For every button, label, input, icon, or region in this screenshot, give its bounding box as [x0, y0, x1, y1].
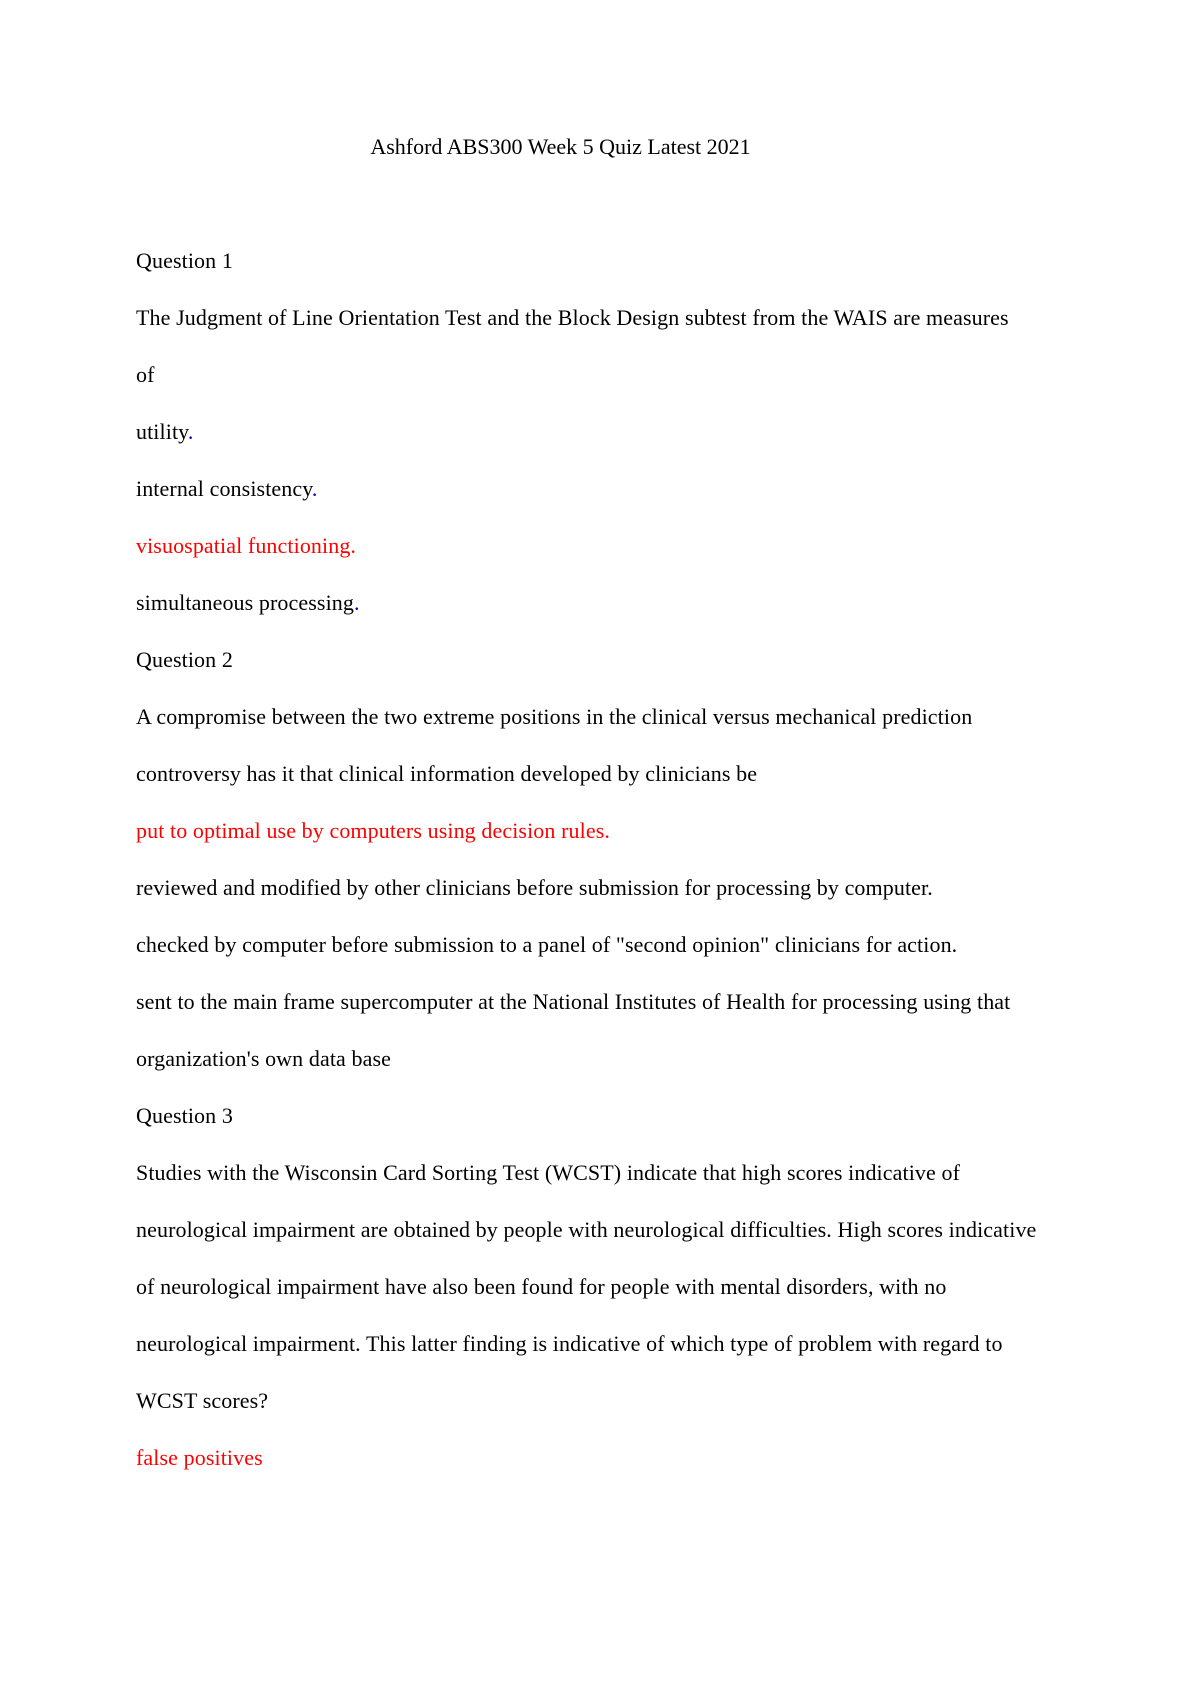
text-line — [136, 916, 1045, 973]
text-line — [136, 1258, 1045, 1315]
text-span: Question 1 — [136, 248, 233, 273]
text-span: sent to the main frame supercomputer at the National Institutes of Health for processing using that — [136, 989, 1011, 1014]
text-line — [136, 403, 1045, 460]
document-body — [136, 232, 1045, 1486]
text-span: Studies with the Wisconsin Card Sorting Test (WCST) indicate that high scores indicative of — [136, 1160, 961, 1185]
text-span: utility — [136, 419, 188, 444]
text-span: put to optimal use by computers using decision rules. — [136, 818, 610, 843]
text-span: of neurological impairment have also been found for people with mental disorders, with no — [136, 1274, 947, 1299]
text-line — [136, 1144, 1045, 1201]
text-span: simultaneous processing — [136, 590, 354, 615]
text-line — [136, 1315, 1045, 1372]
text-span: A compromise between the two extreme positions in the clinical versus mechanical prediction — [136, 704, 973, 729]
text-line — [136, 574, 1045, 631]
text-span: internal consistency — [136, 476, 312, 501]
text-line — [136, 1030, 1045, 1087]
text-line — [136, 232, 1045, 289]
text-line — [136, 745, 1045, 802]
text-span: false positives — [136, 1445, 263, 1470]
text-line — [136, 346, 1045, 403]
text-line — [136, 1201, 1045, 1258]
text-line — [136, 517, 1045, 574]
text-span: reviewed and modified by other clinicians before submission for processing by computer. — [136, 875, 933, 900]
text-line — [136, 1372, 1045, 1429]
text-span: The Judgment of Line Orientation Test and the Block Design subtest from the WAIS are measures — [136, 305, 1009, 330]
text-span: Question 2 — [136, 647, 233, 672]
text-span: . — [311, 476, 318, 501]
text-line — [136, 688, 1045, 745]
text-span: organization's own data base — [136, 1046, 392, 1071]
text-line — [136, 289, 1045, 346]
text-span: . — [354, 590, 360, 615]
text-span: of — [136, 362, 155, 387]
document-title: Ashford ABS300 Week 5 Quiz Latest 2021 — [370, 134, 751, 159]
title-spacer — [136, 175, 1045, 232]
text-line — [136, 973, 1045, 1030]
text-line — [136, 460, 1045, 517]
text-span: visuospatial functioning. — [136, 533, 357, 558]
text-line — [136, 802, 1045, 859]
text-span: checked by computer before submission to a panel of "second opinion" clinicians for action. — [136, 932, 958, 957]
text-span: controversy has it that clinical information developed by clinicians be — [136, 761, 758, 786]
text-span: Question 3 — [136, 1103, 233, 1128]
text-line — [136, 1087, 1045, 1144]
text-span: . — [187, 419, 194, 444]
text-span: neurological impairment. This latter finding is indicative of which type of problem with regard to — [136, 1331, 1003, 1356]
text-span: neurological impairment are obtained by people with neurological difficulties. High scores indicative — [136, 1217, 1037, 1242]
text-span: WCST scores? — [136, 1388, 269, 1413]
text-line — [136, 631, 1045, 688]
text-line — [136, 1429, 1045, 1486]
text-line — [136, 859, 1045, 916]
